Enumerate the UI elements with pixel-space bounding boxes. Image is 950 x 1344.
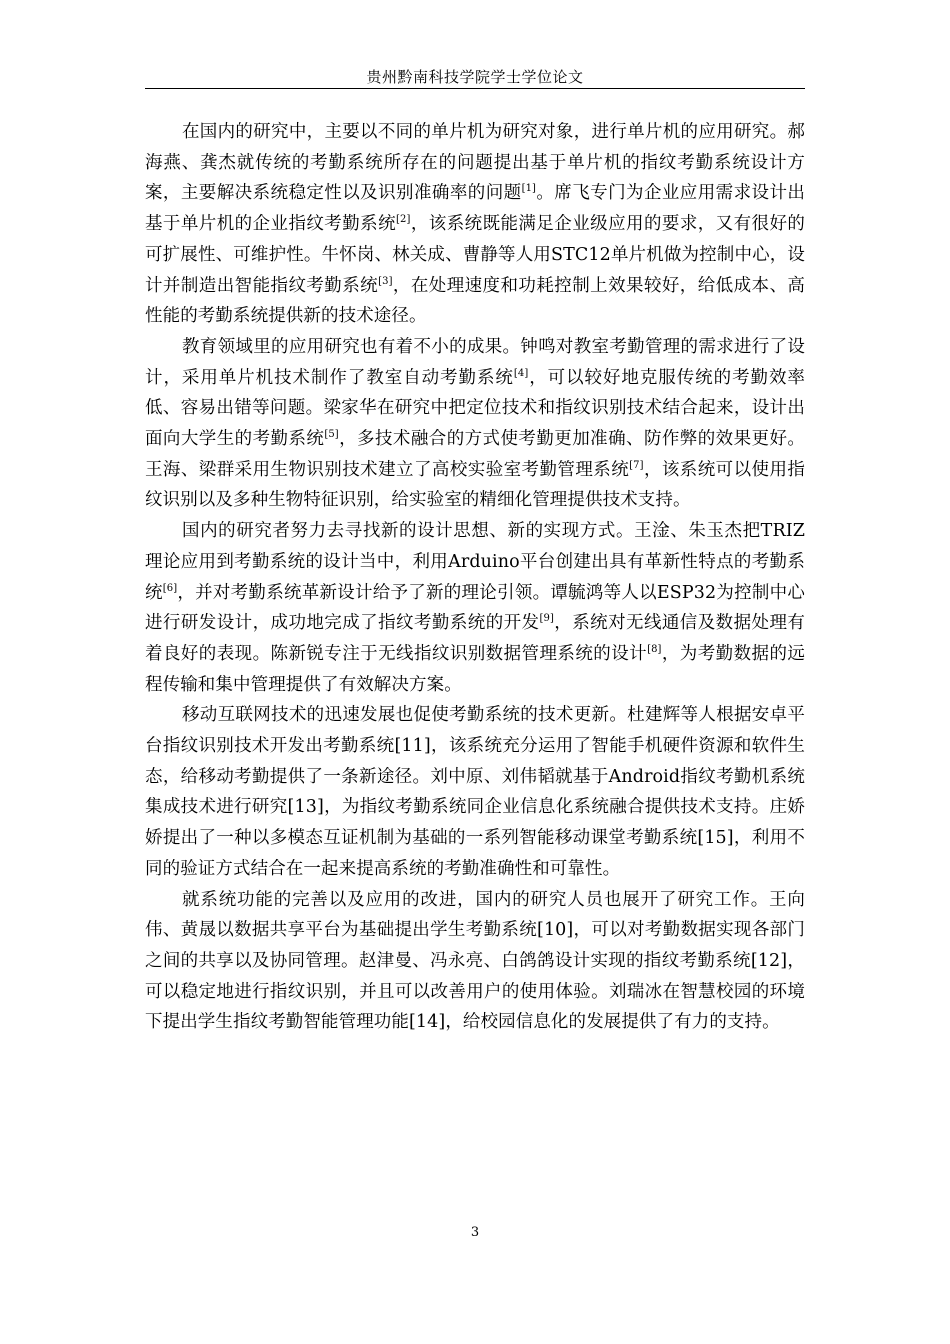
paragraph (145, 332, 805, 516)
citation-ref: [9] (539, 613, 554, 625)
running-header: 贵州黔南科技学院学士学位论文 (366, 68, 584, 86)
header-rule (145, 88, 805, 89)
citation-ref: [6] (162, 582, 178, 594)
body-text (145, 117, 805, 1038)
paragraph (145, 700, 805, 884)
paragraph (145, 885, 805, 1039)
paragraph-text: ，为考勤数据的远程传输和集中管理提供了有效解决方案。 (145, 643, 805, 695)
paragraph-text: 在国内的研究中，主要以不同的单片机为研究对象，进行单片机的应用研究。郝海燕、龚杰就传统的考勤系统所存在的问题提出基于单片机的指纹考勤系统设计方案，主要解决系统稳定性以及识别准确率的问题 (145, 122, 805, 204)
paragraph-text: 。席飞专门为企业应用需求设计出基于单片机的企业指纹考勤系统 (145, 183, 805, 235)
citation-ref: [2] (396, 214, 411, 226)
citation-ref: [8] (647, 643, 662, 655)
paragraph-text: ，该系统可以使用指纹识别以及多种生物特征识别，给实验室的精细化管理提供技术支持。 (145, 459, 805, 511)
paragraph-text: ，并对考勤系统革新设计给予了新的理论引领。谭毓鸿等人以ESP32为控制中心进行研发设计，成功地完成了指纹考勤系统的开发 (145, 582, 805, 634)
citation-ref: [4] (513, 367, 529, 379)
paragraph-text: ，多技术融合的方式使考勤更加准确、防作弊的效果更好。王海、梁群采用生物识别技术建立了高校实验室考勤管理系统 (145, 429, 805, 480)
citation-ref: [1] (521, 183, 537, 195)
paragraph (145, 117, 805, 332)
paragraph-text: ，该系统既能满足企业级应用的要求，又有很好的可扩展性、可维护性。牛怀岗、林关成、曹静等人用STC12单片机做为控制中心，设计并制造出智能指纹考勤系统 (145, 214, 805, 296)
citation-ref: [5] (324, 429, 339, 441)
paragraph-text: ，可以较好地克服传统的考勤效率低、容易出错等问题。梁家华在研究中把定位技术和指纹识别技术结合起来，设计出面向大学生的考勤系统 (145, 367, 805, 450)
paragraph-text: ，在处理速度和功耗控制上效果较好，给低成本、高性能的考勤系统提供新的技术途径。 (145, 275, 805, 327)
paragraph (145, 516, 805, 700)
paragraph-text: 国内的研究者努力去寻找新的设计思想、新的实现方式。王淦、朱玉杰把TRIZ理论应用到考勤系统的设计当中，利用Arduino平台创建出具有革新性特点的考勤系统 (145, 521, 805, 603)
citation-ref: [7] (629, 459, 644, 471)
paragraph-text: 就系统功能的完善以及应用的改进，国内的研究人员也展开了研究工作。王向伟、黄晟以数据共享平台为基础提出学生考勤系统[10]，可以对考勤数据实现各部门之间的共享以及协同管理。赵津曼、冯永亮、白鸽鸽设计实现的指纹考勤系统[12]，可以稳定地进行指纹识别，并且可以改善用户的使用体验。刘瑞冰在智慧校园的环境下提出学生指纹考勤智能管理功能[14]，给校园信息化的发展提供了有力的支持。 (145, 889, 805, 1033)
citation-ref: [3] (378, 275, 393, 287)
paragraph-text: 移动互联网技术的迅速发展也促使考勤系统的技术更新。杜建辉等人根据安卓平台指纹识别技术开发出考勤系统[11]，该系统充分运用了智能手机硬件资源和软件生态，给移动考勤提供了一条新途径。刘中原、刘伟韬就基于Android指纹考勤机系统集成技术进行研究[13]，为指纹考勤系统同企业信息化系统融合提供技术支持。庄娇娇提出了一种以多模态互证机制为基础的一系列智能移动课堂考勤系统[15]，利用不同的验证方式结合在一起来提高系统的考勤准确性和可靠性。 (145, 705, 805, 879)
page-number: 3 (470, 1225, 480, 1240)
paragraph-text: ，系统对无线通信及数据处理有着良好的表现。陈新锐专注于无线指纹识别数据管理系统的设计 (145, 613, 805, 664)
paragraph-text: 教育领域里的应用研究也有着不小的成果。钟鸣对教室考勤管理的需求进行了设计，采用单片机技术制作了教室自动考勤系统 (145, 336, 805, 388)
